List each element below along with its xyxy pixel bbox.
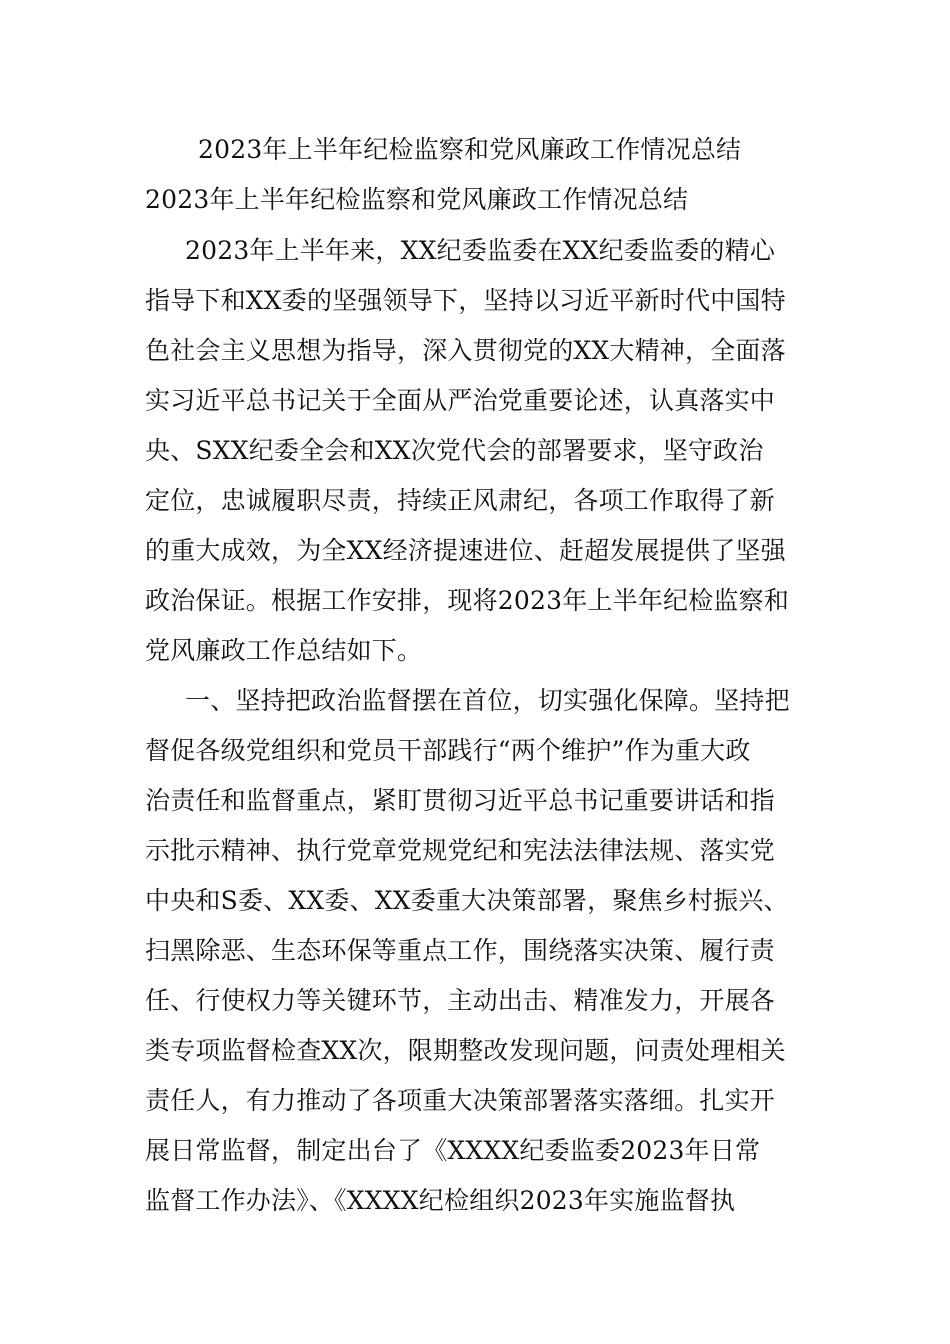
- paragraph-line: 治责任和监督重点，紧盯贯彻习近平总书记重要讲话和指: [145, 786, 776, 815]
- paragraph-line: 定位，忠诚履职尽责，持续正风肃纪，各项工作取得了新: [145, 486, 776, 515]
- paragraph-line: 色社会主义思想为指导，深入贯彻党的XX大精神，全面落: [145, 336, 786, 365]
- paragraph-line: 任、行使权力等关键环节，主动出击、精准发力，开展各: [145, 986, 776, 1015]
- document-title-left: 2023年上半年纪检监察和党风廉政工作情况总结: [145, 185, 689, 214]
- paragraph-line: 监督工作办法》、《XXXX纪检组织2023年实施监督执: [145, 1186, 736, 1215]
- paragraph-line: 央、SXX纪委全会和XX次党代会的部署要求，坚守政治: [145, 436, 764, 465]
- paragraph-line: 责任人，有力推动了各项重大决策部署落实落细。扎实开: [145, 1086, 776, 1115]
- paragraph-line: 展日常监督，制定出台了《XXXX纪委监委2023年日常: [145, 1136, 761, 1165]
- paragraph-line: 指导下和XX委的坚强领导下，坚持以习近平新时代中国特: [145, 286, 786, 315]
- paragraph-line: 的重大成效，为全XX经济提速进位、赶超发展提供了坚强: [145, 536, 786, 565]
- paragraph-line: 示批示精神、执行党章党规党纪和宪法法律法规、落实党: [145, 836, 776, 865]
- paragraph-line: 一、坚持把政治监督摆在首位，切实强化保障。坚持把: [185, 686, 790, 715]
- paragraph-line: 2023年上半年来，XX纪委监委在XX纪委监委的精心: [185, 236, 776, 265]
- paragraph-line: 实习近平总书记关于全面从严治党重要论述，认真落实中: [145, 386, 776, 415]
- paragraph-line: 类专项监督检查XX次，限期整改发现问题，问责处理相关: [145, 1036, 786, 1065]
- document-title-centered: 2023年上半年纪检监察和党风廉政工作情况总结: [198, 135, 742, 164]
- paragraph-line: 政治保证。根据工作安排，现将2023年上半年纪检监察和: [145, 586, 790, 615]
- paragraph-line: 扫黑除恶、生态环保等重点工作，围绕落实决策、履行责: [145, 936, 776, 965]
- paragraph-line: 中央和S委、XX委、XX委重大决策部署，聚焦乡村振兴、: [145, 886, 789, 915]
- paragraph-line: 党风廉政工作总结如下。: [145, 636, 423, 665]
- paragraph-line: 督促各级党组织和党员干部践行“两个维护”作为重大政: [145, 736, 751, 765]
